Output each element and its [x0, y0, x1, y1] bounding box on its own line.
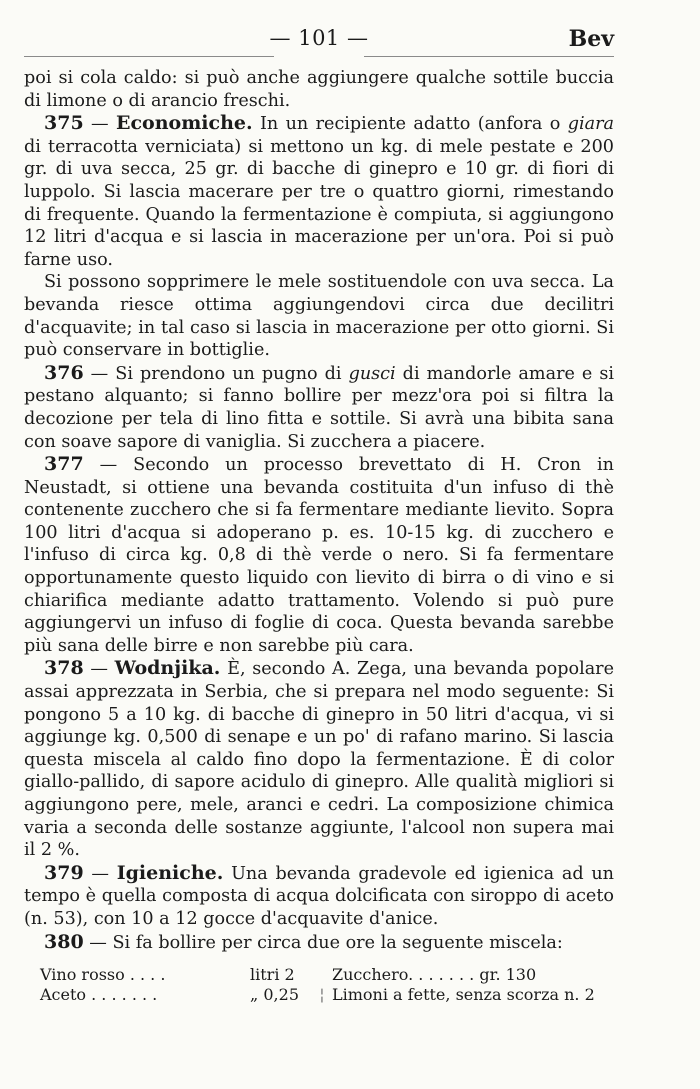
entry-italic-term: gusci	[348, 363, 396, 384]
entry-dash: —	[83, 863, 117, 884]
entry-text: È, secondo A. Zega, una bevanda popolare assai apprezzata in Serbia, che si prepara nel modo seguente: Si pongono 5 a 10 kg. di bacche di ginepro in 50 litri d'acqua, vi si aggiunge kg. 0,500 di senape e un po' di rafano marino. Si lascia questa miscela al caldo fino dopo la fermentazione. È di color giallo-pallido, di sapore acidulo di ginepro. Alle qualità migliori si aggiungono pere, mele, aranci e cedri. La composizione chimica varia a seconda delle sostanze aggiunte, l'alcool non supera mai il 2 %.	[24, 659, 615, 861]
entry-italic-term: giara	[567, 114, 614, 135]
entry-text: — Secondo un processo brevettato di H. Cron in Neustadt, si ottiene una bevanda costituita d'un infuso di thè contenente zucchero che si fa fermentare mediante lievito. Sopra 100 litri d'acqua si adoperano p. es. 10-15 kg. di zucchero e l'infuso di circa kg. 0,8 di thè verde o nero. Si fa fermentare opportunamente questo liquido con lievito di birra o di vino e si chiarifica mediante adatto trattamento. Volendo si può pure aggiungervi un infuso di foglie di coca. Questa bevanda sarebbe più sana delle birre e non sarebbe più cara.	[24, 455, 614, 656]
entry-text: In un recipiente adatto (anfora o	[252, 114, 568, 135]
entry-380	[24, 931, 614, 955]
recipe-table	[24, 965, 614, 1005]
entry-number: 376	[44, 361, 84, 384]
entry-376	[24, 362, 614, 453]
book-page	[24, 22, 614, 1005]
entry-377	[24, 453, 614, 657]
entry-text: — Si fa bollire per circa due ore la seguente miscela:	[83, 932, 563, 953]
body-text	[24, 67, 614, 954]
entry-title: Economiche.	[115, 112, 253, 135]
header-rule-right	[364, 56, 614, 57]
recipe-right-item: Limoni a fette, senza scorza n. 2	[332, 985, 595, 1005]
entry-text: Una bevanda gradevole ed igienica ad un tempo è quella composta di acqua dolcificata con siroppo di aceto (n. 53), con 10 a 12 gocce d'acquavite d'anice.	[24, 863, 614, 929]
recipe-left-quantity: litri 2	[250, 965, 295, 985]
entry-375-note: Si possono sopprimere le mele sostituendole con uva secca. La bevanda riesce ottima aggiungendovi circa due decilitri d'acquavite; in tal caso si lascia in macerazione per otto giorni. Si può conservare in bottiglie.	[24, 272, 614, 361]
entry-375	[24, 112, 614, 271]
entry-dash: —	[83, 114, 116, 135]
running-head: Bev	[568, 26, 614, 52]
entry-number: 377	[44, 453, 84, 476]
recipe-left-item: Vino rosso . . . .	[40, 965, 166, 985]
entry-text: — Si prendono un pugno di	[83, 363, 349, 384]
recipe-separator	[312, 965, 332, 985]
entry-text: di mandorle amare e si pestano alquanto; si fanno bollire per mezz'ora poi si filtra la decozione per tela di lino fitta e sottile. Si avrà una bibita sana con soave sapore di vaniglia. Si zucchera a piacere.	[24, 363, 614, 452]
entry-379	[24, 862, 614, 931]
recipe-left-item: Aceto . . . . . . .	[40, 985, 158, 1005]
recipe-row	[24, 965, 614, 985]
recipe-separator: ¦	[319, 985, 325, 1005]
recipe-left-quantity: „ 0,25	[250, 985, 299, 1005]
entry-number: 378	[44, 657, 84, 680]
entry-title: Igieniche.	[116, 861, 224, 884]
entry-text: di terracotta verniciata) si mettono un kg. di mele pestate e 200 gr. di uva secca, 25 gr. di bacche di ginepro e 10 gr. di fiori di luppolo. Si lascia macerare per tre o quattro giorni, rimestando di frequente. Quando la fermentazione è compiuta, si aggiungono 12 litri d'acqua e si lascia in macerazione per un'ora. Poi si può farne uso.	[24, 136, 614, 270]
entry-number: 380	[44, 930, 84, 953]
entry-title: Wodnjika.	[114, 657, 221, 680]
page-header	[24, 22, 614, 62]
recipe-right-item: Zucchero. . . . . . . gr. 130	[332, 965, 537, 985]
entry-number: 375	[44, 112, 84, 135]
header-rule-left	[24, 56, 274, 57]
entry-dash: —	[83, 659, 115, 680]
page-number: — 101 —	[269, 26, 369, 50]
paragraph-continuation: poi si cola caldo: si può anche aggiungere qualche sottile buccia di limone o di arancio freschi.	[24, 68, 614, 111]
entry-number: 379	[44, 861, 84, 884]
entry-378	[24, 657, 614, 861]
recipe-row	[24, 985, 614, 1005]
